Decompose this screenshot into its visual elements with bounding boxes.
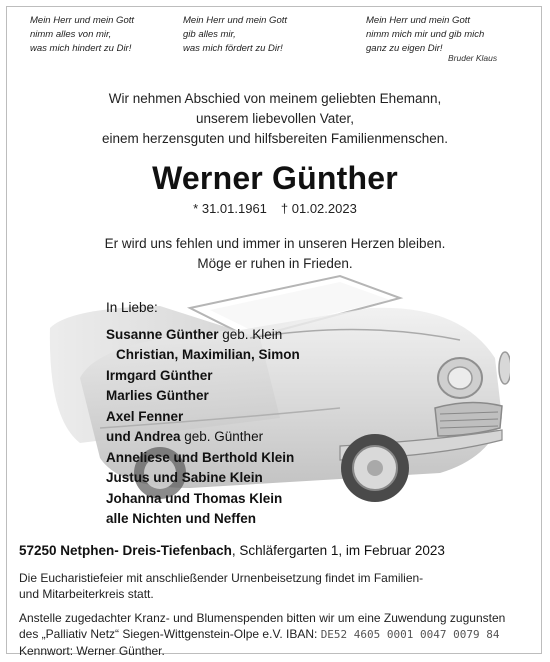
poem-line: was mich fördert zu Dir! <box>183 43 283 54</box>
family-name: Susanne Günther <box>106 326 219 342</box>
intro-line: einem herzensguten und hilfsbereiten Familienmenschen. <box>102 131 448 146</box>
family-line <box>106 407 300 428</box>
iban-number: DE52 4605 0001 0047 0079 84 <box>320 628 500 641</box>
family-line <box>106 325 300 346</box>
poem-stanza-3 <box>366 14 484 56</box>
intro-text <box>0 89 550 149</box>
life-dates <box>0 201 550 216</box>
family-name: Axel Fenner <box>106 408 184 424</box>
address-location: 57250 Netphen- Dreis-Tiefenbach <box>19 543 232 558</box>
remembrance-line: Möge er ruhen in Frieden. <box>197 256 353 271</box>
intro-line: unserem liebevollen Vater, <box>195 111 355 126</box>
poem-stanza-2 <box>183 14 287 56</box>
family-name: alle Nichten und Neffen <box>106 511 257 526</box>
deceased-name: Werner Günther <box>152 160 398 196</box>
poem-line: nimm alles von mir, <box>30 29 112 40</box>
poem-author: Bruder Klaus <box>448 53 498 63</box>
family-line <box>106 386 300 407</box>
poem-line: ganz zu eigen Dir! <box>366 43 443 54</box>
donation-recipient: des „Palliativ Netz“ Siegen-Wittgenstein-Olpe e.V. IBAN: <box>19 627 321 641</box>
poem-line: Mein Herr und mein Gott <box>366 15 471 26</box>
family-line <box>106 489 300 510</box>
donation-notice <box>19 610 505 659</box>
birth-date: * 31.01.1961 <box>193 201 267 216</box>
family-name: und Andrea <box>106 429 181 444</box>
family-name-suffix: geb. Günther <box>180 429 264 444</box>
notice-line: Die Eucharistiefeier mit anschließender Urnenbeisetzung findet im Familien- <box>19 571 424 585</box>
poem-line: was mich hindert zu Dir! <box>30 43 132 54</box>
poem-stanza-1 <box>30 14 134 56</box>
notice-line: Anstelle zugedachter Kranz- und Blumenspenden bitten wir um eine Zuwendung zugunsten <box>19 611 506 625</box>
poem-line: gib alles mir, <box>183 29 236 40</box>
family-name: Anneliese und Berthold Klein <box>106 449 295 465</box>
poem-line: nimm mich mir und gib mich <box>366 29 485 40</box>
address-detail: , Schläfergarten 1, im Februar 2023 <box>231 543 445 558</box>
family-name: Irmgard Günther <box>106 367 213 383</box>
address-line <box>19 543 445 558</box>
family-name-suffix: geb. Klein <box>218 326 283 342</box>
family-lead: In Liebe: <box>106 300 158 315</box>
death-date: † 01.02.2023 <box>280 201 357 216</box>
family-name: Christian, Maximilian, Simon <box>116 347 300 362</box>
family-name: Justus und Sabine Klein <box>106 470 263 485</box>
family-line <box>106 509 300 530</box>
family-line <box>106 366 300 387</box>
family-line <box>106 345 300 366</box>
notice-line: und Mitarbeiterkreis statt. <box>19 587 154 601</box>
intro-line: Wir nehmen Abschied von meinem geliebten Ehemann, <box>108 91 442 106</box>
family-line <box>106 427 300 448</box>
family-line <box>106 468 300 489</box>
notice-line: Kennwort: Werner Günther. <box>19 644 165 658</box>
ceremony-notice <box>19 570 423 602</box>
poem-line: Mein Herr und mein Gott <box>183 15 288 26</box>
family-list <box>106 298 300 530</box>
family-name: Johanna und Thomas Klein <box>106 490 283 506</box>
remembrance-line: Er wird uns fehlen und immer in unseren Herzen bleiben. <box>104 236 446 251</box>
poem-line: Mein Herr und mein Gott <box>30 15 135 26</box>
notice-line <box>19 626 505 643</box>
family-line <box>106 448 300 469</box>
family-name: Marlies Günther <box>106 388 209 403</box>
